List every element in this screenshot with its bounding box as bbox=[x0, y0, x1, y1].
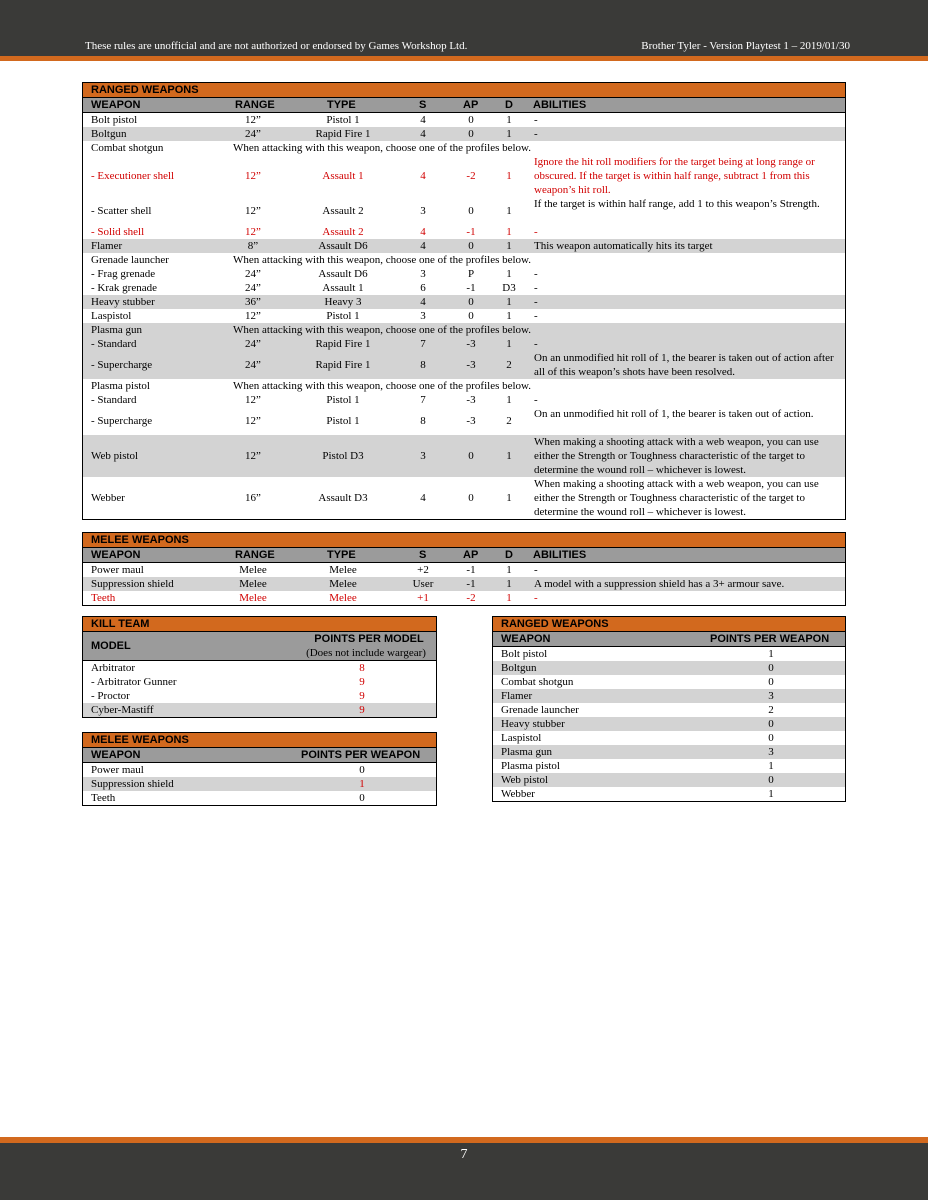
weapon-type: Assault D6 bbox=[318, 268, 368, 280]
weapon-type: Pistol D3 bbox=[322, 450, 364, 462]
col-weapon: WEAPON bbox=[91, 749, 141, 761]
weapon-damage: 1 bbox=[506, 205, 512, 217]
weapon-type: Assault 1 bbox=[322, 282, 364, 294]
table-row bbox=[83, 127, 845, 141]
weapon-range: 16” bbox=[245, 492, 261, 504]
weapon-strength: 8 bbox=[420, 359, 426, 371]
melee-weapons-column-header bbox=[83, 548, 845, 563]
weapon-abilities: - bbox=[534, 564, 538, 576]
weapon-damage: 1 bbox=[506, 170, 512, 182]
melee-points-table bbox=[82, 732, 437, 806]
table-row bbox=[83, 379, 845, 393]
melee-points-title-bar bbox=[83, 733, 436, 748]
weapon-range: 12” bbox=[245, 205, 261, 217]
weapon-name: - Standard bbox=[91, 338, 137, 350]
disclaimer-text: These rules are unofficial and are not authorized or endorsed by Games Workshop Ltd. bbox=[85, 40, 468, 52]
row-name: Arbitrator bbox=[91, 662, 135, 674]
table-row bbox=[493, 689, 845, 703]
row-points: 9 bbox=[359, 676, 365, 688]
ranged-points-column-header bbox=[493, 632, 845, 647]
weapon-damage: 1 bbox=[506, 338, 512, 350]
weapon-range: 8” bbox=[247, 240, 259, 252]
row-name: Combat shotgun bbox=[501, 676, 574, 688]
col-points-per-weapon: POINTS PER WEAPON bbox=[710, 633, 830, 645]
weapon-range: Melee bbox=[239, 592, 267, 604]
row-name: Plasma pistol bbox=[501, 760, 560, 772]
weapon-range: 24” bbox=[245, 359, 261, 371]
table-row bbox=[83, 323, 845, 337]
weapon-range: 24” bbox=[245, 282, 261, 294]
col-points-per-model: POINTS PER MODEL bbox=[314, 633, 424, 645]
weapon-abilities: When making a shooting attack with a web weapon, you can use either the Strength or Toughness characteristic of the target to determine the wound roll – whichever is lowest. bbox=[534, 436, 819, 476]
weapon-type: Pistol 1 bbox=[326, 310, 360, 322]
weapon-abilities: - bbox=[534, 296, 538, 308]
weapon-strength: +1 bbox=[417, 592, 429, 604]
table-row bbox=[83, 703, 436, 717]
weapon-strength: 3 bbox=[420, 450, 426, 462]
ranged-points-rows bbox=[493, 647, 845, 801]
weapon-ap: -3 bbox=[466, 338, 476, 350]
table-row bbox=[83, 225, 845, 239]
table-row bbox=[493, 717, 845, 731]
table-row bbox=[83, 577, 845, 591]
ranged-weapons-title: RANGED WEAPONS bbox=[91, 84, 199, 96]
col-abilities: ABILITIES bbox=[533, 99, 587, 111]
weapon-damage: 1 bbox=[506, 578, 512, 590]
col-range: RANGE bbox=[235, 99, 275, 111]
table-row bbox=[493, 759, 845, 773]
weapon-abilities: This weapon automatically hits its target bbox=[534, 240, 713, 252]
weapon-name: Plasma pistol bbox=[91, 380, 150, 392]
profile-note: When attacking with this weapon, choose one of the profiles below. bbox=[233, 380, 532, 392]
col-abilities: ABILITIES bbox=[533, 549, 587, 561]
table-row bbox=[83, 791, 436, 805]
table-row bbox=[83, 295, 845, 309]
weapon-abilities: On an unmodified hit roll of 1, the bearer is taken out of action. bbox=[534, 408, 814, 420]
weapon-type: Melee bbox=[329, 592, 357, 604]
header-accent-line bbox=[0, 56, 928, 61]
col-ap: AP bbox=[463, 549, 479, 561]
weapon-type: Pistol 1 bbox=[326, 394, 360, 406]
row-name: Cyber-Mastiff bbox=[91, 704, 154, 716]
col-model: MODEL bbox=[91, 640, 131, 652]
version-text: Brother Tyler - Version Playtest 1 – 2019/01/30 bbox=[641, 40, 850, 52]
melee-weapons-table bbox=[82, 532, 846, 606]
weapon-type: Heavy 3 bbox=[324, 296, 362, 308]
col-s: S bbox=[419, 99, 427, 111]
col-type: TYPE bbox=[327, 99, 356, 111]
row-points: 9 bbox=[359, 704, 365, 716]
weapon-name: - Solid shell bbox=[91, 226, 145, 238]
row-points: 0 bbox=[359, 792, 365, 804]
kill-team-title-bar bbox=[83, 617, 436, 632]
weapon-name: - Scatter shell bbox=[91, 205, 152, 217]
weapon-type: Assault D3 bbox=[318, 492, 368, 504]
table-row bbox=[83, 777, 436, 791]
weapon-range: 12” bbox=[245, 394, 261, 406]
weapon-damage: 2 bbox=[506, 359, 512, 371]
col-s: S bbox=[419, 549, 427, 561]
table-row bbox=[83, 141, 845, 155]
row-name: Bolt pistol bbox=[501, 648, 548, 660]
weapon-strength: 7 bbox=[420, 338, 426, 350]
weapon-ap: -1 bbox=[466, 226, 476, 238]
weapon-strength: 4 bbox=[420, 128, 426, 140]
weapon-damage: 1 bbox=[506, 592, 512, 604]
weapon-name: - Executioner shell bbox=[91, 170, 175, 182]
weapon-type: Assault 2 bbox=[322, 205, 364, 217]
table-row bbox=[83, 477, 845, 519]
weapon-strength: 4 bbox=[420, 492, 426, 504]
weapon-strength: 3 bbox=[420, 310, 426, 322]
table-row bbox=[83, 435, 845, 477]
weapon-strength: 4 bbox=[420, 170, 426, 182]
row-points: 0 bbox=[768, 662, 774, 674]
table-row bbox=[83, 253, 845, 267]
table-row bbox=[83, 309, 845, 323]
weapon-abilities: - bbox=[534, 394, 538, 406]
weapon-type: Assault 2 bbox=[322, 226, 364, 238]
weapon-damage: 1 bbox=[506, 492, 512, 504]
row-name: Laspistol bbox=[501, 732, 542, 744]
weapon-ap: -1 bbox=[466, 564, 476, 576]
weapon-type: Melee bbox=[329, 578, 357, 590]
row-points: 0 bbox=[768, 718, 774, 730]
weapon-name: Heavy stubber bbox=[91, 296, 155, 308]
kill-team-title: KILL TEAM bbox=[91, 618, 150, 630]
weapon-type: Pistol 1 bbox=[326, 114, 360, 126]
table-row bbox=[83, 155, 845, 197]
row-name: Plasma gun bbox=[501, 746, 553, 758]
weapon-range: 36” bbox=[245, 296, 261, 308]
weapon-ap: -3 bbox=[466, 394, 476, 406]
weapon-name: - Standard bbox=[91, 394, 137, 406]
weapon-ap: -2 bbox=[466, 592, 476, 604]
row-name: Teeth bbox=[91, 792, 116, 804]
weapon-type: Assault D6 bbox=[318, 240, 368, 252]
weapon-name: - Supercharge bbox=[91, 359, 153, 371]
weapon-name: - Supercharge bbox=[91, 415, 153, 427]
table-row bbox=[83, 197, 845, 225]
weapon-abilities: When making a shooting attack with a web weapon, you can use either the Strength or Toughness characteristic of the target to determine the wound roll – whichever is lowest. bbox=[534, 478, 819, 518]
weapon-damage: 1 bbox=[506, 310, 512, 322]
weapon-strength: 3 bbox=[420, 268, 426, 280]
weapon-ap: 0 bbox=[468, 114, 474, 126]
ranged-weapons-column-header bbox=[83, 98, 845, 113]
ranged-weapons-rows bbox=[83, 113, 845, 519]
weapon-abilities: - bbox=[534, 592, 538, 604]
weapon-name: Web pistol bbox=[91, 450, 139, 462]
weapon-range: 12” bbox=[245, 310, 261, 322]
weapon-damage: 1 bbox=[506, 114, 512, 126]
table-row bbox=[83, 591, 845, 605]
ranged-points-title-bar bbox=[493, 617, 845, 632]
weapon-ap: -3 bbox=[466, 359, 476, 371]
row-name: - Proctor bbox=[91, 690, 130, 702]
weapon-type: Rapid Fire 1 bbox=[315, 359, 371, 371]
weapon-name: Power maul bbox=[91, 564, 144, 576]
table-row bbox=[83, 351, 845, 379]
profile-note: When attacking with this weapon, choose one of the profiles below. bbox=[233, 324, 532, 336]
row-points: 3 bbox=[768, 690, 774, 702]
weapon-name: - Krak grenade bbox=[91, 282, 157, 294]
weapon-damage: D3 bbox=[502, 282, 516, 294]
kill-team-table bbox=[82, 616, 437, 718]
weapon-name: Laspistol bbox=[91, 310, 132, 322]
weapon-damage: 1 bbox=[506, 268, 512, 280]
weapon-range: 12” bbox=[245, 170, 261, 182]
page-number: 7 bbox=[460, 1147, 468, 1162]
row-points: 8 bbox=[359, 662, 365, 674]
table-row bbox=[83, 563, 845, 577]
table-row bbox=[493, 703, 845, 717]
weapon-name: Combat shotgun bbox=[91, 142, 164, 154]
row-name: Web pistol bbox=[501, 774, 549, 786]
weapon-ap: -1 bbox=[466, 578, 476, 590]
weapon-range: 12” bbox=[245, 415, 261, 427]
table-row bbox=[83, 267, 845, 281]
profile-note: When attacking with this weapon, choose one of the profiles below. bbox=[233, 254, 532, 266]
table-row bbox=[493, 773, 845, 787]
weapon-name: Boltgun bbox=[91, 128, 127, 140]
col-weapon: WEAPON bbox=[501, 633, 551, 645]
weapon-name: - Frag grenade bbox=[91, 268, 156, 280]
table-row bbox=[83, 675, 436, 689]
weapon-strength: 7 bbox=[420, 394, 426, 406]
row-name: Heavy stubber bbox=[501, 718, 565, 730]
table-row bbox=[83, 113, 845, 127]
row-points: 9 bbox=[359, 690, 365, 702]
row-points: 1 bbox=[768, 760, 774, 772]
weapon-ap: -2 bbox=[466, 170, 476, 182]
weapon-range: Melee bbox=[239, 578, 267, 590]
weapon-type: Rapid Fire 1 bbox=[315, 128, 371, 140]
table-row bbox=[83, 281, 845, 295]
weapon-damage: 1 bbox=[506, 128, 512, 140]
weapon-strength: 6 bbox=[420, 282, 426, 294]
weapon-type: Assault 1 bbox=[322, 170, 364, 182]
melee-weapons-rows bbox=[83, 563, 845, 605]
col-weapon: WEAPON bbox=[91, 549, 141, 561]
table-row bbox=[493, 661, 845, 675]
weapon-damage: 1 bbox=[506, 240, 512, 252]
weapon-strength: User bbox=[412, 578, 434, 590]
table-row bbox=[83, 337, 845, 351]
ranged-weapons-table bbox=[82, 82, 846, 520]
weapon-name: Plasma gun bbox=[91, 324, 143, 336]
ranged-weapons-title-bar bbox=[83, 83, 845, 98]
weapon-ap: 0 bbox=[468, 205, 474, 217]
row-name: Suppression shield bbox=[91, 778, 174, 790]
ranged-points-title: RANGED WEAPONS bbox=[501, 618, 609, 630]
ranged-points-table bbox=[492, 616, 846, 802]
weapon-damage: 1 bbox=[506, 394, 512, 406]
table-row bbox=[83, 239, 845, 253]
weapon-range: 24” bbox=[245, 338, 261, 350]
weapon-type: Pistol 1 bbox=[326, 415, 360, 427]
kill-team-column-header bbox=[83, 632, 436, 661]
melee-points-title: MELEE WEAPONS bbox=[91, 734, 189, 746]
weapon-abilities: On an unmodified hit roll of 1, the bearer is taken out of action after all of this weapon’s shots have been resolved. bbox=[534, 352, 834, 378]
table-row bbox=[493, 647, 845, 661]
row-points: 0 bbox=[768, 732, 774, 744]
col-d: D bbox=[505, 549, 513, 561]
weapon-ap: 0 bbox=[468, 240, 474, 252]
weapon-name: Suppression shield bbox=[91, 578, 174, 590]
weapon-damage: 1 bbox=[506, 564, 512, 576]
weapon-ap: 0 bbox=[468, 128, 474, 140]
weapon-ap: -1 bbox=[466, 282, 476, 294]
weapon-abilities: - bbox=[534, 338, 538, 350]
melee-weapons-title-bar bbox=[83, 533, 845, 548]
weapon-abilities: - bbox=[534, 282, 538, 294]
weapon-range: 24” bbox=[245, 128, 261, 140]
col-points-per-weapon: POINTS PER WEAPON bbox=[301, 749, 421, 761]
weapon-range: 12” bbox=[245, 450, 261, 462]
col-ap: AP bbox=[463, 99, 479, 111]
weapon-name: Bolt pistol bbox=[91, 114, 138, 126]
col-points-note: (Does not include wargear) bbox=[306, 647, 426, 659]
weapon-name: Teeth bbox=[91, 592, 116, 604]
weapon-damage: 2 bbox=[506, 415, 512, 427]
weapon-damage: 1 bbox=[506, 296, 512, 308]
weapon-ap: -3 bbox=[466, 415, 476, 427]
weapon-ap: P bbox=[467, 268, 475, 280]
weapon-ap: 0 bbox=[468, 296, 474, 308]
col-range: RANGE bbox=[235, 549, 275, 561]
weapon-strength: 3 bbox=[420, 205, 426, 217]
weapon-range: 12” bbox=[245, 114, 261, 126]
row-name: Power maul bbox=[91, 764, 144, 776]
weapon-ap: 0 bbox=[468, 310, 474, 322]
row-name: Webber bbox=[501, 788, 535, 800]
melee-points-rows bbox=[83, 763, 436, 805]
row-name: Boltgun bbox=[501, 662, 537, 674]
weapon-strength: 4 bbox=[420, 240, 426, 252]
weapon-strength: 4 bbox=[420, 226, 426, 238]
weapon-range: 12” bbox=[245, 226, 261, 238]
row-points: 1 bbox=[768, 648, 774, 660]
weapon-name: Flamer bbox=[91, 240, 123, 252]
table-row bbox=[83, 393, 845, 407]
weapon-abilities: - bbox=[534, 114, 538, 126]
table-row bbox=[83, 763, 436, 777]
weapon-strength: +2 bbox=[417, 564, 429, 576]
row-points: 2 bbox=[768, 704, 774, 716]
weapon-damage: 1 bbox=[506, 450, 512, 462]
weapon-abilities: If the target is within half range, add 1 to this weapon’s Strength. bbox=[534, 198, 820, 210]
kill-team-rows bbox=[83, 661, 436, 717]
weapon-abilities: - bbox=[534, 310, 538, 322]
row-points: 0 bbox=[768, 676, 774, 688]
table-row bbox=[493, 745, 845, 759]
table-row bbox=[83, 689, 436, 703]
weapon-type: Melee bbox=[329, 564, 357, 576]
table-row bbox=[493, 675, 845, 689]
weapon-abilities: - bbox=[534, 226, 538, 238]
row-name: - Arbitrator Gunner bbox=[91, 676, 177, 688]
col-d: D bbox=[505, 99, 513, 111]
weapon-range: Melee bbox=[239, 564, 267, 576]
weapon-name: Webber bbox=[91, 492, 125, 504]
weapon-abilities: - bbox=[534, 268, 538, 280]
table-row bbox=[493, 787, 845, 801]
weapon-type: Rapid Fire 1 bbox=[315, 338, 371, 350]
row-name: Grenade launcher bbox=[501, 704, 579, 716]
profile-note: When attacking with this weapon, choose one of the profiles below. bbox=[233, 142, 532, 154]
weapon-abilities: Ignore the hit roll modifiers for the target being at long range or obscured. If the target is within half range, subtract 1 from this weapon’s hit roll. bbox=[534, 156, 815, 196]
weapon-strength: 4 bbox=[420, 114, 426, 126]
weapon-range: 24” bbox=[245, 268, 261, 280]
melee-points-column-header bbox=[83, 748, 436, 763]
melee-weapons-title: MELEE WEAPONS bbox=[91, 534, 189, 546]
table-row bbox=[83, 661, 436, 675]
weapon-abilities: A model with a suppression shield has a 3+ armour save. bbox=[534, 578, 785, 590]
col-weapon: WEAPON bbox=[91, 99, 141, 111]
weapon-name: Grenade launcher bbox=[91, 254, 169, 266]
weapon-ap: 0 bbox=[468, 492, 474, 504]
row-points: 1 bbox=[359, 778, 365, 790]
row-points: 0 bbox=[768, 774, 774, 786]
row-name: Flamer bbox=[501, 690, 533, 702]
table-row bbox=[83, 407, 845, 435]
weapon-ap: 0 bbox=[468, 450, 474, 462]
row-points: 0 bbox=[359, 764, 365, 776]
row-points: 1 bbox=[768, 788, 774, 800]
weapon-strength: 8 bbox=[420, 415, 426, 427]
weapon-abilities: - bbox=[534, 128, 538, 140]
weapon-strength: 4 bbox=[420, 296, 426, 308]
weapon-damage: 1 bbox=[506, 226, 512, 238]
col-type: TYPE bbox=[327, 549, 356, 561]
table-row bbox=[493, 731, 845, 745]
row-points: 3 bbox=[768, 746, 774, 758]
